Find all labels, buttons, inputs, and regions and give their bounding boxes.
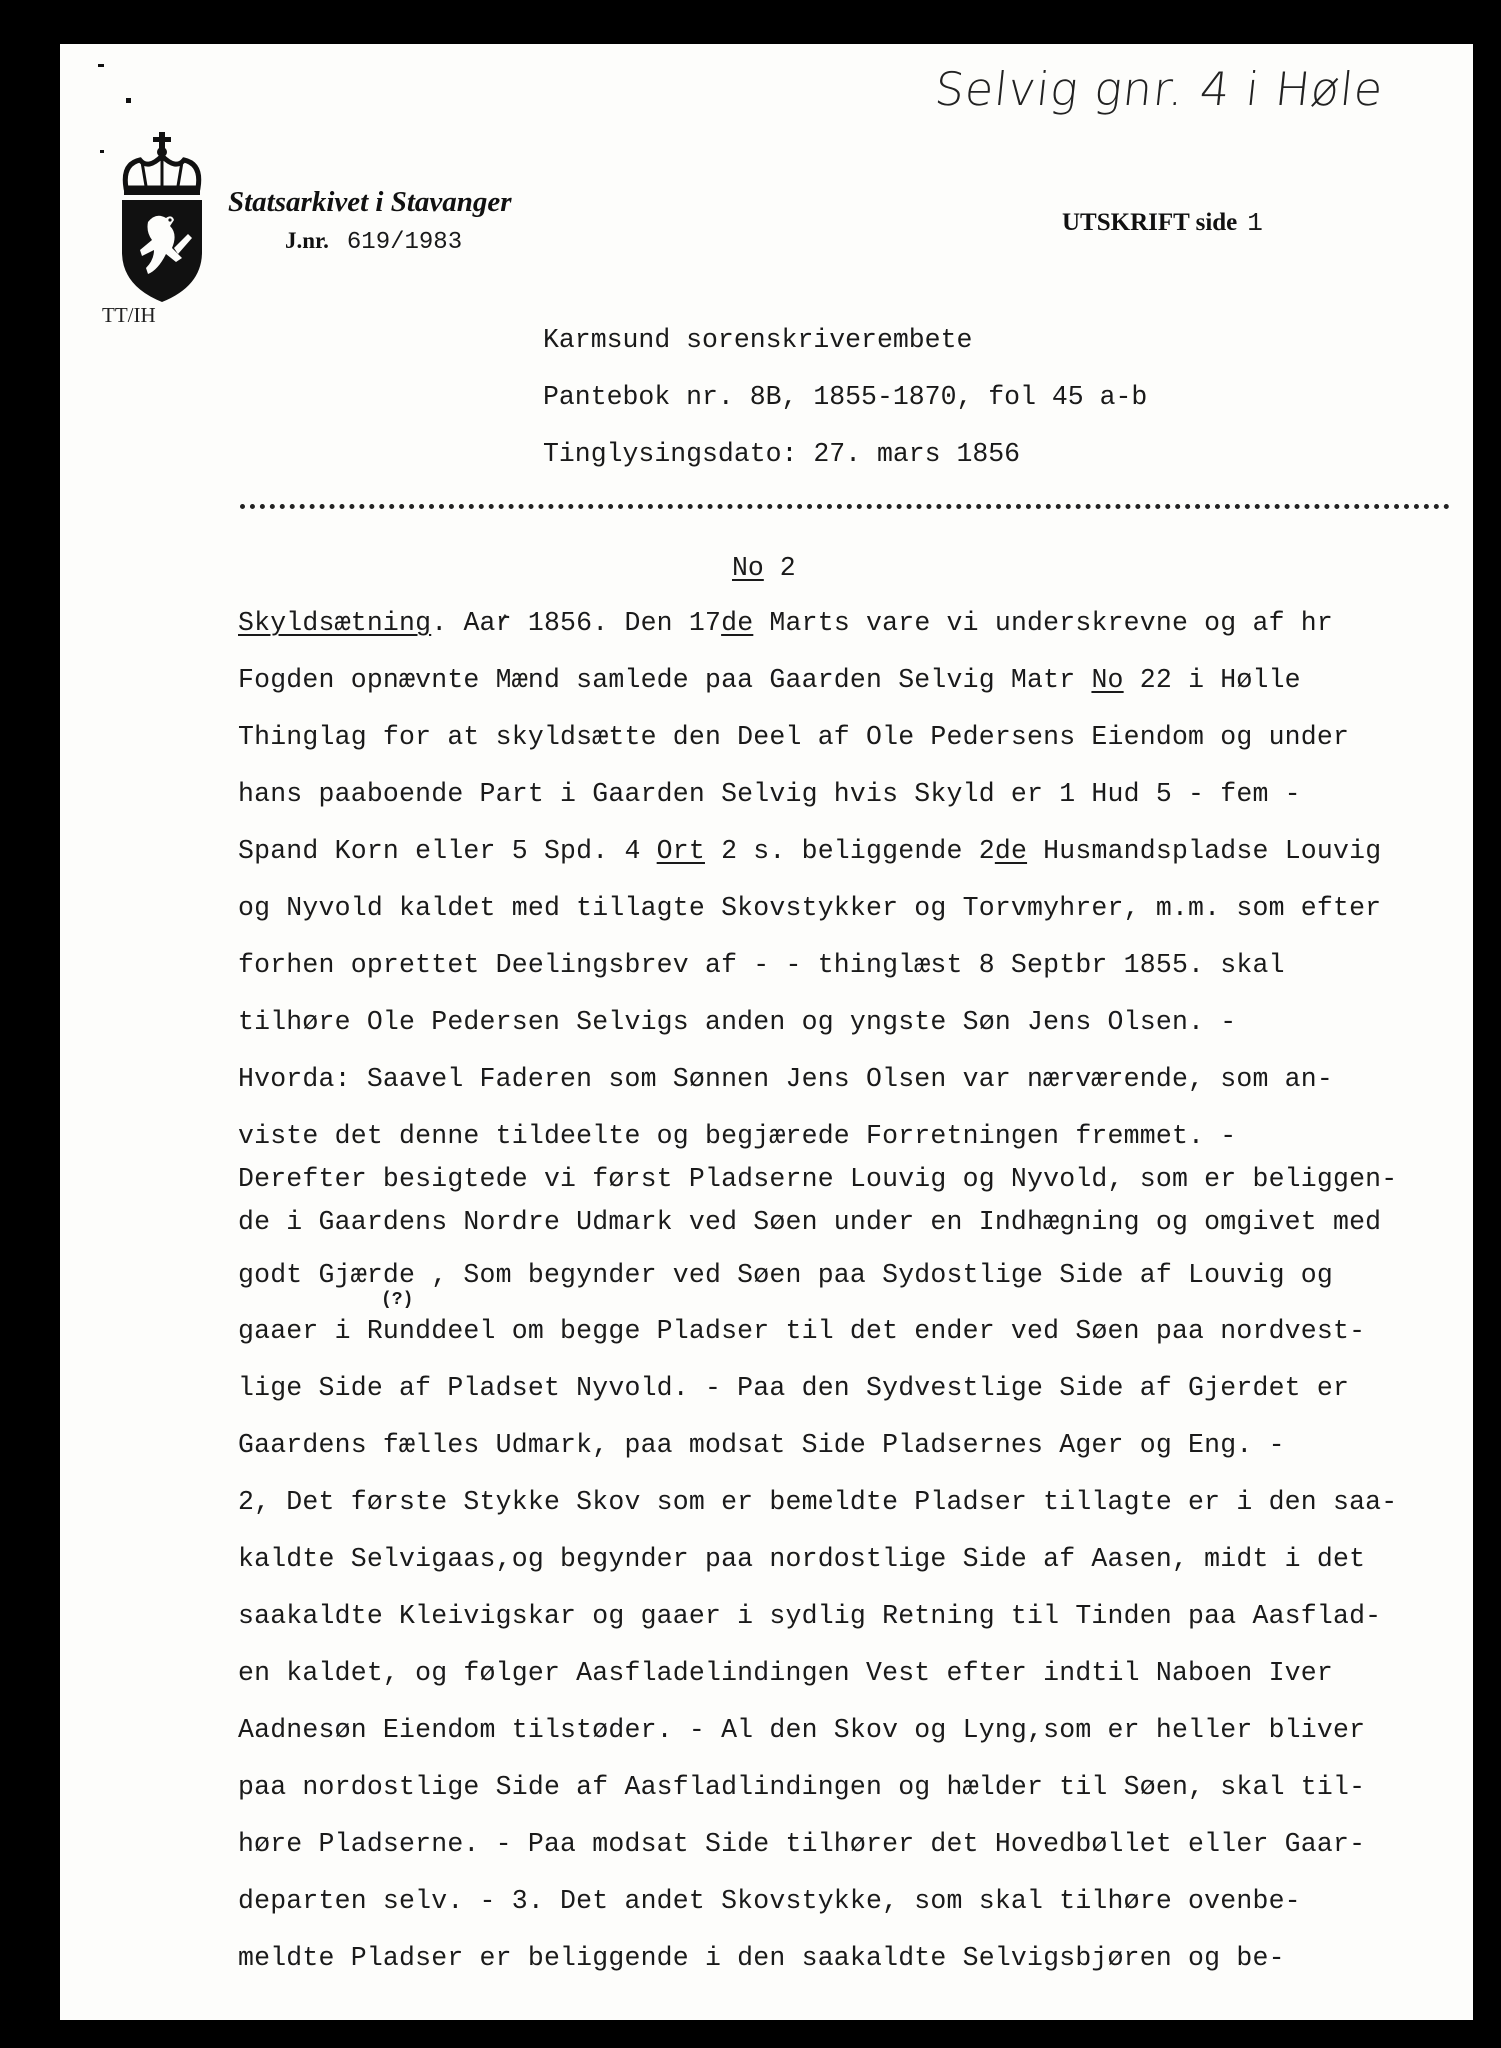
text-line: godt Gjærde , Som begynder ved Søen paa Sydostlige Side af Louvig og xyxy=(238,1260,1333,1290)
entry-number-label: No xyxy=(732,553,764,583)
scan-mark xyxy=(98,64,104,67)
dotted-separator xyxy=(240,504,1450,509)
entry-number-value: 2 xyxy=(779,553,796,583)
text-line: Spand Korn eller 5 Spd. 4 Ort 2 s. beliggende 2de Husmandspladse Louvig xyxy=(238,836,1382,866)
extract-page-number: 1 xyxy=(1247,208,1263,238)
text-line: departen selv. - 3. Det andet Skovstykke, som skal tilhøre ovenbe- xyxy=(238,1886,1301,1916)
text-line: og Nyvold kaldet med tillagte Skovstykker og Torvmyhrer, m.m. som efter xyxy=(238,893,1382,923)
text-line: Thinglag for at skyldsætte den Deel af Ole Pedersens Eiendom og under xyxy=(238,722,1350,752)
text-line: Aadnesøn Eiendom tilstøder. - Al den Skov og Lyng,som er heller bliver xyxy=(238,1715,1366,1745)
text-line: Hvorda: Saavel Faderen som Sønnen Jens Olsen var nærværende, som an- xyxy=(238,1064,1333,1094)
journal-number-label: J.nr. xyxy=(285,228,329,253)
text-line: saakaldte Kleivigskar og gaaer i sydlig Retning til Tinden paa Aasflad- xyxy=(238,1601,1382,1631)
text-line: de i Gaardens Nordre Udmark ved Søen under en Indhægning og omgivet med xyxy=(238,1207,1382,1237)
text-line: Derefter besigtede vi først Pladserne Louvig og Nyvold, som er beliggen- xyxy=(238,1164,1398,1194)
text-line: høre Pladserne. - Paa modsat Side tilhører det Hovedbøllet eller Gaar- xyxy=(238,1829,1366,1859)
text-line: lige Side af Pladset Nyvold. - Paa den Sydvestlige Side af Gjerdet er xyxy=(238,1373,1350,1403)
text-line: meldte Pladser er beliggende i den saakaldte Selvigsbjøren og be- xyxy=(238,1943,1285,1973)
text-line: viste det denne tildeelte og begjærede Forretningen fremmet. - xyxy=(238,1121,1237,1151)
registration-date: Tinglysingsdato: 27. mars 1856 xyxy=(543,439,1021,469)
extract-page-heading xyxy=(1062,208,1263,238)
extract-label: UTSKRIFT side xyxy=(1062,209,1238,236)
margin-query-mark: (?) xyxy=(381,1290,414,1310)
text-line: tilhøre Ole Pedersen Selvigs anden og yngste Søn Jens Olsen. - xyxy=(238,1007,1237,1037)
text-line: kaldte Selvigaas,og begynder paa nordostlige Side af Aasen, midt i det xyxy=(238,1544,1366,1574)
archive-name: Statsarkivet i Stavanger xyxy=(228,186,512,218)
handwritten-note: Selvig gnr. 4 i Høle xyxy=(932,62,1387,116)
text-line: gaaer i Runddeel om begge Pladser til det ender ved Søen paa nordvest- xyxy=(238,1316,1366,1346)
text-line: Gaardens fælles Udmark, paa modsat Side Pladsernes Ager og Eng. - xyxy=(238,1430,1285,1460)
journal-number-line xyxy=(285,228,462,256)
text-line: forhen oprettet Deelingsbrev af - - thinglæst 8 Septbr 1855. skal xyxy=(238,950,1285,980)
text-line: paa nordostlige Side af Aasfladlindingen og hælder til Søen, skal til- xyxy=(238,1772,1366,1802)
text-line: Fogden opnævnte Mænd samlede paa Gaarden Selvig Matr No 22 i Hølle xyxy=(238,665,1301,695)
typist-initials: TT/IH xyxy=(102,303,156,327)
text-line: Skyldsætning. Aar 1856. Den 17de Marts vare vi underskrevne og af hr xyxy=(238,608,1334,638)
text-line: 2, Det første Stykke Skov som er bemeldte Pladser tillagte er i den saa- xyxy=(238,1487,1398,1517)
text-line: hans paaboende Part i Gaarden Selvig hvis Skyld er 1 Hud 5 - fem - xyxy=(238,779,1301,809)
scan-mark xyxy=(100,150,104,153)
scan-mark xyxy=(126,98,131,103)
journal-number: 619/1983 xyxy=(346,229,463,256)
text-line: en kaldet, og følger Aasfladelindingen Vest efter indtil Naboen Iver xyxy=(238,1658,1333,1688)
entry-title: Skyldsætning xyxy=(238,608,432,638)
norwegian-coat-of-arms-icon xyxy=(112,130,212,305)
entry-number xyxy=(732,553,796,583)
court-office: Karmsund sorenskriverembete xyxy=(543,325,973,355)
mortgage-register: Pantebok nr. 8B, 1855-1870, fol 45 a-b xyxy=(543,382,1148,412)
